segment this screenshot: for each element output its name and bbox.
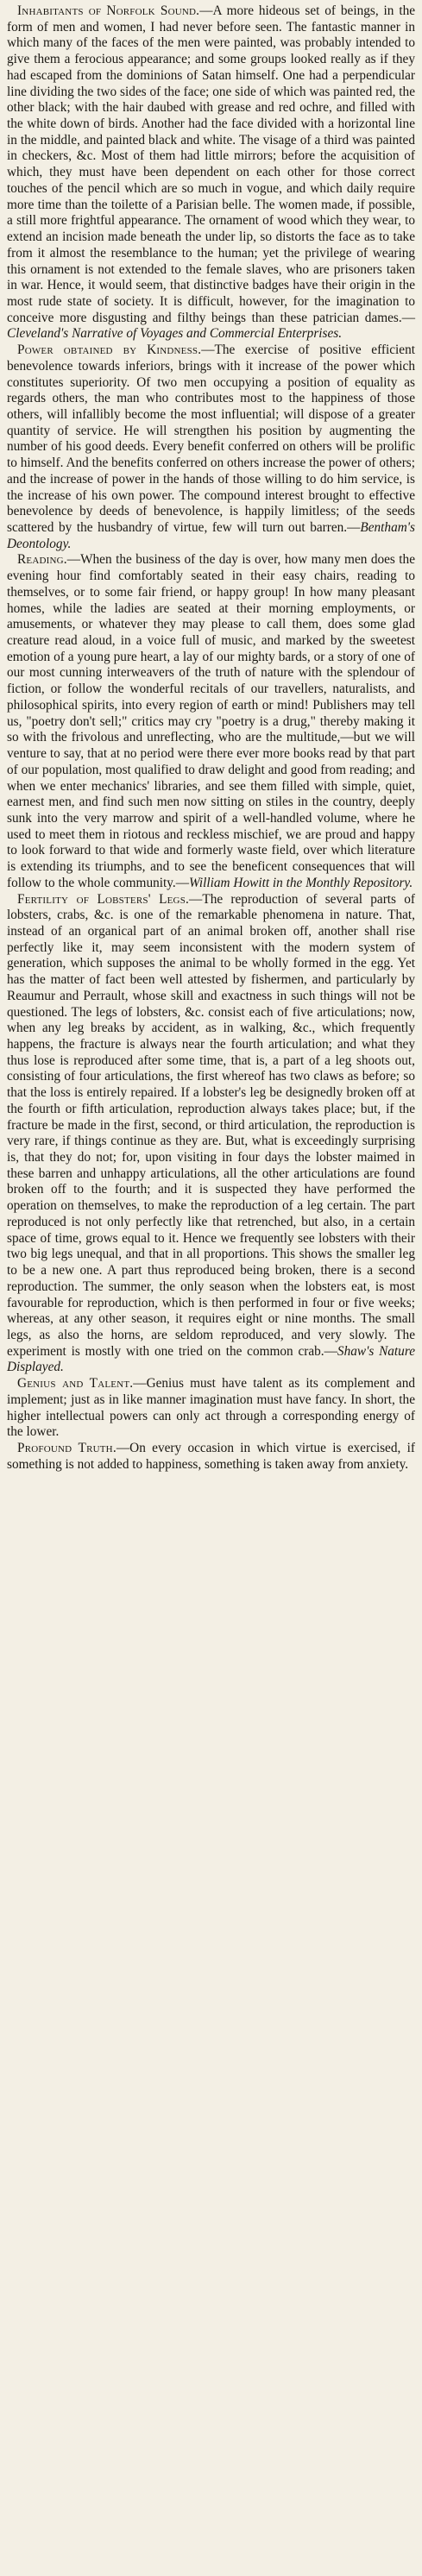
article-body: —Genius must have talent as its complement and implement; just as in like manner imagination must have fancy. In short, the higher intellectual powers can only act through a corresponding energy of the lower. [7,1376,415,1440]
article-body: —A more hideous set of beings, in the form of men and women, I had never before seen. The fantastic manner in which many of the faces of the men were painted, was probably intended to give them a ferocious appearance; and some groups looked really as if they had escaped from the dominions of Satan himself. One had a perpendicular line dividing the two sides of the face; one side of which was painted red, the other black; with the hair daubed with grease and red ochre, and filled with the white down of birds. Another had the face divided with a horizontal line in the middle, and painted black and white. The visage of a third was painted in checkers, &c. Most of them had little mirrors; before the acquisition of which, they must have been dependent on each other for those correct touches of the pencil which are so much in vogue, and which daily require more time than the toilette of a Parisian belle. The women made, if possible, a still more frightful appearance. The ornament of wood which they wear, to extend an incision made beneath the under lip, so distorts the face as to take from it almost the resemblance to the human; yet the privilege of wearing this ornament is not extended to the female slaves, who are prisoners taken in war. Hence, it would seem, that distinctive badges have their origin in the most rude state of society. It is difficult, however, for the imagination to conceive more disgusting and filthy beings than these patrician dames.— [7,3,416,325]
article-body: —The exercise of positive efficient benevolence towards inferiors, brings with it increase of the power which constitutes superiority. Of two men occupying a position of equality as regards others, the man who contributes most to the happiness of those others, will infallibly become the most influential; will dispose of a greater quantity of service. He will strengthen his position by augmenting the number of his good deeds. Every benefit conferred on others will be prolific to himself. And the benefits conferred on others increase the power of others; and the increase of power in the hands of those willing to do him service, is the increase of his own power. The compound interest brought to effective benevolence by deeds of benevolence, is happily limitless; of the seeds scattered by the husbandry of virtue, few will turn out barren.— [7,342,415,535]
article-heading: Profound Truth. [17,1440,117,1455]
article-source: Shaw's Nature Displayed. [7,1343,415,1375]
article-source: Cleveland's Narrative of Voyages and Commercial Enterprises. [7,326,343,342]
article-profound-truth [7,1441,415,1473]
article-heading: Reading. [17,552,67,568]
article-inhabitants-norfolk-sound [7,3,415,342]
article-body: —The reproduction of several parts of lobsters, crabs, &c. is one of the remarkable phenomena in nature. That, instead of an organical part of an animal broken off, another shall rise perfectly like it, may seem inconsistent with the modern system of generation, which supposes the animal to be wholly formed in the egg. Yet has the matter of fact been well attested by fishermen, and particularly by Reaumur and Perrault, whose skill and exactness in such things will not be questioned. The legs of lobsters, &c. consist each of five articulations; now, when any leg breaks by accident, as in walking, &c., which frequently happens, the fracture is always near the fourth articulation; and what they thus lose is reproduced after some time, that is, a part of a leg shoots out, consisting of four articulations, the first whereof has two claws as before; so that the loss is entirely repaired. If a lobster's leg be designedly broken off at the fourth or fifth articulation, reproduction always takes place; but, if the fracture be made in the first, second, or third articulation, the reproduction is very rare, if things continue as they are. But, what is exceedingly surprising is, that they do not; for, upon visiting in four days the lobster maimed in these barren and unhappy articulations, all the other articulations are found broken off to the fourth; and it is suspected they have performed the operation on themselves, to make the reproduction of a leg certain. The part reproduced is not only perfectly like that retrenched, but also, in a certain space of time, grows equal to it. Hence we frequently see lobsters with their two big legs unequal, and that in all proportions. This shows the smaller leg to be a new one. A part thus reproduced being broken, there is a second reproduction. The summer, the only season when the lobsters eat, is most favourable for reproduction, which is then performed in four or five weeks; whereas, at any other season, it requires eight or nine months. The small legs, as also the horns, are seldom reproduced, and very slowly. The experiment is mostly with one tried on the common crab.— [7,891,415,1359]
article-source: Bentham's Deontology. [7,520,415,551]
article-heading: Power obtained by Kindness. [17,342,202,358]
article-heading: Fertility of Lobsters' Legs. [17,891,190,907]
article-fertility-lobsters-legs [7,892,415,1377]
article-body: —On every occasion in which virtue is exercised, if something is not added to happiness, something is taken away from anxiety. [7,1440,415,1472]
article-power-by-kindness [7,342,415,552]
article-source: William Howitt in the Monthly Repository. [189,875,413,890]
article-body: —When the business of the day is over, how many men does the evening hour find comfortably seated in their easy chairs, reading to themselves, or to some fair friend, or happy group! In how many pleasant homes, while the ladies are seated at their morning employments, or amusements, or whatever they may please to call them, does some glad creature read aloud, in a voice full of music, and marked by the sweetest emotion of a young pure heart, a lay of our mighty bards, or a story of one of our most cunning interweavers of the truth of nature with the splendour of fiction, or follow the wonderful recitals of our travellers, naturalists, and philosophical spirits, into every region of earth or mind! Publishers may tell us, "poetry don't sell;" critics may cry "poetry is a drug," thereby making it so with the frivolous and unreflecting, who are the multitude,—but we will venture to say, that at no period were there ever more books read by that part of our population, most qualified to draw delight and good from reading; and when we enter mechanics' libraries, and see them filled with simple, quiet, earnest men, and find such men now sitting on stiles in the country, deeply sunk into the very marrow and spirit of a well-handled volume, where he used to meet them in riotous and reckless mischief, we are proud and happy to look forward to that wide and formerly waste field, over which literature is extending its triumphs, and to see the beneficent consequences that will follow to the whole community.— [7,552,415,890]
article-heading: Genius and Talent. [17,1376,134,1392]
article-reading [7,552,415,891]
article-genius-and-talent [7,1376,415,1441]
article-heading: Inhabitants of Norfolk Sound. [17,3,200,18]
